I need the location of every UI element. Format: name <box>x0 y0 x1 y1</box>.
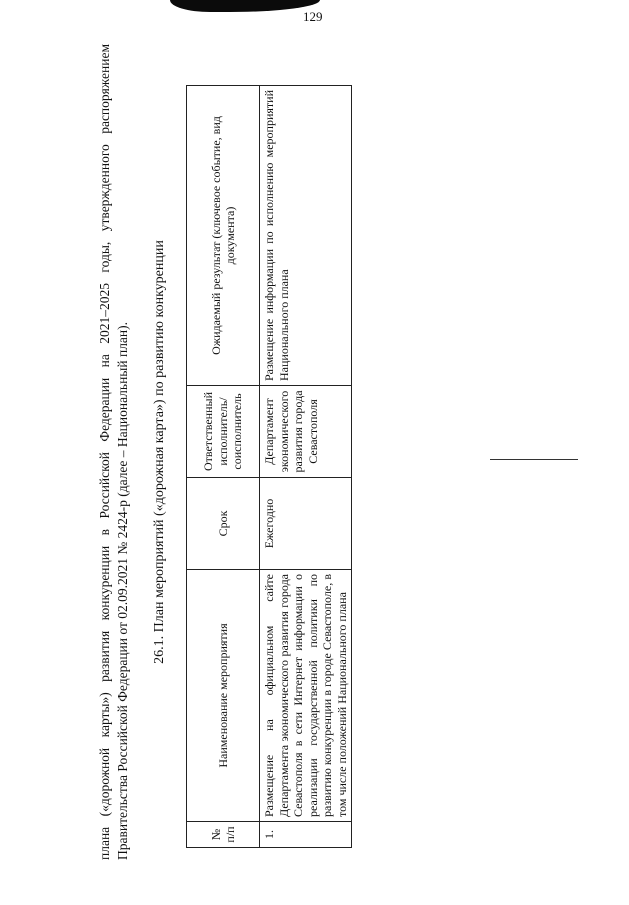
header-responsible: Ответственный исполнитель/ соисполнитель <box>187 386 260 478</box>
header-result: Ожидаемый результат (ключевое событие, вид документа) <box>187 86 260 386</box>
table-header-row <box>187 86 260 848</box>
cell-responsible: Департамент экономического развития города Севастополя <box>260 386 352 478</box>
header-num: № п/п <box>187 822 260 848</box>
table-row <box>260 86 352 848</box>
cell-num: 1. <box>260 822 352 848</box>
intro-paragraph: плана («дорожной карты») развития конкуренции в Российской Федерации на 2021–2025 годы, утвержденного распоряжением Правительства Российской Федерации от 02.09.2021 № 2424-р (далее – Национальный план). <box>97 44 130 860</box>
cell-name: Размещение на официальном сайте Департамента экономического развития города Севастополя в сети Интернет информации о реализации государственной политики по развитию конкуренции в городе Севастополе, в том числе положений Национального плана <box>260 570 352 822</box>
roadmap-table <box>186 85 352 848</box>
header-term: Срок <box>187 478 260 570</box>
section-title: 26.1. План мероприятий («дорожная карта») по развитию конкуренции <box>152 240 167 664</box>
page-number: 129 <box>303 9 323 24</box>
rotated-page-content <box>96 44 349 860</box>
cell-result: Размещение информации по исполнению мероприятий Национального плана <box>260 86 352 386</box>
cell-term: Ежегодно <box>260 478 352 570</box>
scan-corner-mark <box>170 0 320 12</box>
header-name: Наименование мероприятия <box>187 570 260 822</box>
end-divider-line <box>490 459 578 460</box>
